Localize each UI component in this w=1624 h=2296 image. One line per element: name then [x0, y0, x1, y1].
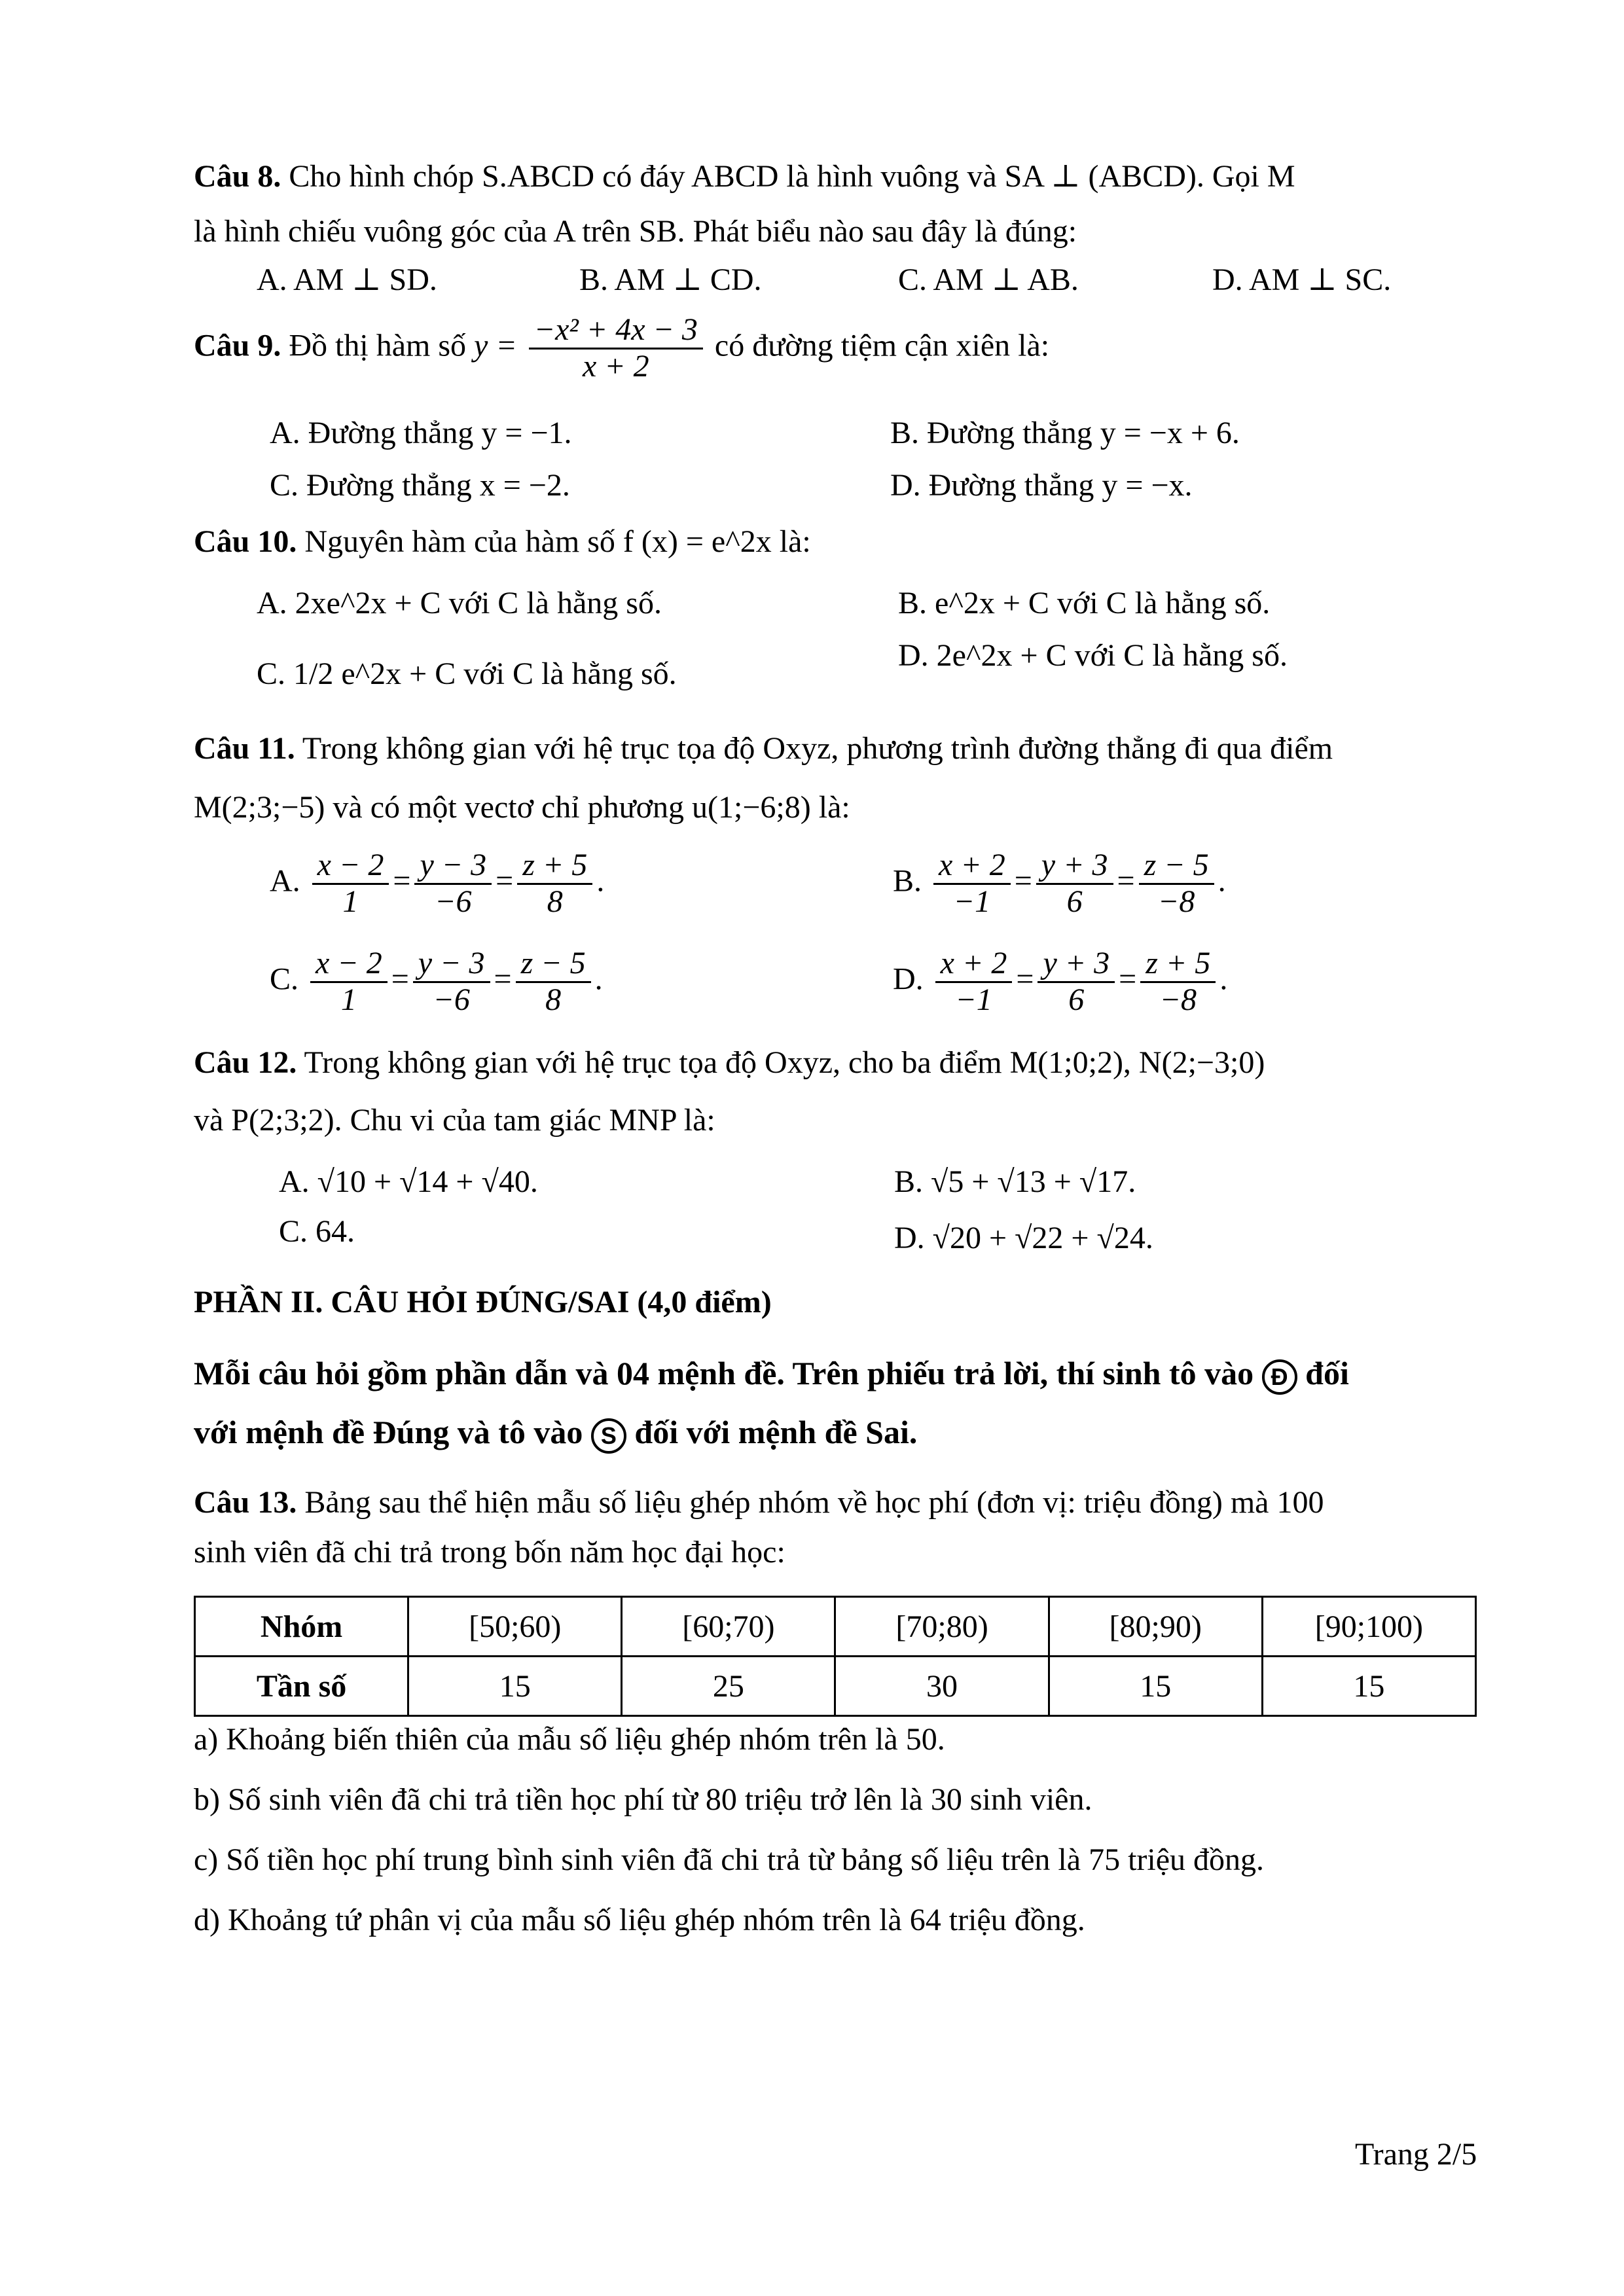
q11-c-num-z: z − 5	[516, 946, 591, 983]
q11-option-c-letter: C.	[270, 961, 299, 997]
q11-d-num-x: x + 2	[935, 946, 1013, 983]
q12-option-a: A. √10 + √14 + √40.	[279, 1164, 538, 1199]
q9-option-d: D. Đường thẳng y = −x.	[890, 468, 1193, 503]
q11-label: Câu 11.	[194, 731, 295, 766]
table-cell: 15	[1049, 1657, 1262, 1716]
q12-option-d: D. √20 + √22 + √24.	[894, 1221, 1153, 1255]
part2-instr2a: với mệnh đề Đúng và tô vào	[194, 1414, 583, 1450]
q11-c-frac-z	[516, 946, 591, 1018]
part2-title	[194, 1283, 772, 1322]
q11-d-num-z: z + 5	[1140, 946, 1216, 983]
q11-d-den-y: 6	[1068, 982, 1085, 1017]
q11-option-b-letter: B.	[893, 863, 922, 899]
q11-a-num-z: z + 5	[517, 848, 592, 885]
q11-c-frac-y	[413, 946, 490, 1018]
table-header-cell: [60;70)	[622, 1597, 835, 1657]
true-circle-icon: Đ	[1262, 1359, 1297, 1395]
q11-line2: M(2;3;−5) và có một vectơ chỉ phương u(1;−6;8) là:	[194, 790, 850, 825]
q11-text1: Trong không gian với hệ trục tọa độ Oxyz, phương trình đường thẳng đi qua điểm	[302, 731, 1333, 766]
table-cell: 15	[408, 1657, 622, 1716]
table-header-cell: [90;100)	[1262, 1597, 1475, 1657]
q11-c-num-y: y − 3	[413, 946, 490, 983]
q11-b-num-z: z − 5	[1139, 848, 1214, 885]
table-cell: 30	[835, 1657, 1049, 1716]
q11-option-c: C. $\frac{x - 2}{1}$ = $\frac{y - 3}{-6}$ = $\frac{z - 5}{8}$ .	[270, 946, 603, 1017]
part2-instr1: Mỗi câu hỏi gồm phần dẫn và 04 mệnh đề. Trên phiếu trả lời, thí sinh tô vào	[194, 1355, 1254, 1391]
q10-text: Nguyên hàm của hàm số f (x) = e^2x là:	[304, 524, 811, 559]
q10-option-b: B. e^2x + C với C là hằng số.	[898, 586, 1271, 620]
q11-c-den-y: −6	[433, 982, 470, 1017]
q11-option-a: A. $\frac{x - 2}{1}$ = $\frac{y - 3}{-6}$ = $\frac{z + 5}{8}$ .	[270, 848, 605, 919]
q8-option-c: C. AM ⊥ AB.	[898, 262, 1079, 297]
table-header-cell: [70;80)	[835, 1597, 1049, 1657]
q9-post: có đường tiệm cận xiên là:	[714, 328, 1050, 363]
q10-line	[194, 522, 811, 562]
q11-d-den-z: −8	[1159, 982, 1197, 1017]
q12-option-c: C. 64.	[279, 1214, 355, 1249]
q11-d-num-y: y + 3	[1038, 946, 1115, 983]
q11-a-num-x: x − 2	[312, 848, 389, 885]
part2-title-text: PHẦN II. CÂU HỎI ĐÚNG/SAI (4,0 điểm)	[194, 1285, 772, 1319]
q8-line1	[194, 157, 1295, 196]
q11-c-den-z: 8	[545, 982, 562, 1017]
q10-label: Câu 10.	[194, 524, 297, 559]
q11-b-frac-z	[1139, 848, 1214, 920]
q8-line2: là hình chiếu vuông góc của A trên SB. Phát biểu nào sau đây là đúng:	[194, 214, 1077, 249]
table-cell: 25	[622, 1657, 835, 1716]
q13-text1: Bảng sau thể hiện mẫu số liệu ghép nhóm về học phí (đơn vị: triệu đồng) mà 100	[304, 1485, 1324, 1520]
part2-instruction-line2	[194, 1412, 917, 1454]
q9-label: Câu 9.	[194, 328, 281, 363]
q13-statement-c: c) Số tiền học phí trung bình sinh viên đã chi trả từ bảng số liệu trên là 75 triệu đồng.	[194, 1842, 1265, 1877]
q12-line2: và P(2;3;2). Chu vi của tam giác MNP là:	[194, 1103, 715, 1138]
q12-text1: Trong không gian với hệ trục tọa độ Oxyz, cho ba điểm M(1;0;2), N(2;−3;0)	[304, 1045, 1265, 1080]
q10-option-d: D. 2e^2x + C với C là hằng số.	[898, 638, 1288, 673]
q10-option-c: C. 1/2 e^2x + C với C là hằng số.	[257, 656, 677, 691]
table-row	[195, 1657, 1476, 1716]
part2-instr1b: đối	[1305, 1355, 1349, 1391]
false-circle-icon: S	[591, 1418, 626, 1454]
q13-line1	[194, 1483, 1324, 1522]
table-header-row	[195, 1597, 1476, 1657]
q11-b-num-x: x + 2	[933, 848, 1011, 885]
q9-y: y =	[474, 328, 517, 363]
q9-option-c: C. Đường thẳng x = −2.	[270, 468, 570, 503]
q11-b-den-z: −8	[1157, 884, 1195, 919]
part2-instruction-line1	[194, 1354, 1349, 1395]
q11-option-d-letter: D.	[893, 961, 924, 997]
q11-d-frac-z	[1140, 946, 1216, 1018]
q13-label: Câu 13.	[194, 1485, 297, 1520]
q11-option-b: B. $\frac{x + 2}{-1}$ = $\frac{y + 3}{6}$ = $\frac{z - 5}{-8}$ .	[893, 848, 1226, 919]
q11-line1	[194, 729, 1333, 768]
q11-b-frac-y	[1036, 848, 1113, 920]
q13-statement-b: b) Số sinh viên đã chi trả tiền học phí từ 80 triệu trở lên là 30 sinh viên.	[194, 1782, 1092, 1817]
q11-option-a-letter: A.	[270, 863, 300, 899]
q9-line	[194, 313, 1049, 384]
q13-statement-a: a) Khoảng biến thiên của mẫu số liệu ghép nhóm trên là 50.	[194, 1722, 945, 1757]
q9-numerator: −x² + 4x − 3	[529, 313, 703, 350]
q10-option-a: A. 2xe^2x + C với C là hằng số.	[257, 586, 662, 620]
q11-c-frac-x	[310, 946, 388, 1018]
q11-c-den-x: 1	[340, 982, 357, 1017]
q11-a-num-y: y − 3	[414, 848, 492, 885]
table-cell: Tần số	[195, 1657, 408, 1716]
q13-line2: sinh viên đã chi trả trong bốn năm học đại học:	[194, 1535, 785, 1570]
q8-option-b: B. AM ⊥ CD.	[579, 262, 762, 297]
q12-label: Câu 12.	[194, 1045, 297, 1080]
q12-option-b: B. √5 + √13 + √17.	[894, 1164, 1136, 1199]
q11-c-num-x: x − 2	[310, 946, 388, 983]
q8-option-d: D. AM ⊥ SC.	[1212, 262, 1392, 297]
q11-b-den-y: 6	[1066, 884, 1083, 919]
table-header-cell: [50;60)	[408, 1597, 622, 1657]
page-number: Trang 2/5	[1355, 2137, 1477, 2172]
q11-d-frac-y	[1038, 946, 1115, 1018]
q8-label: Câu 8.	[194, 159, 281, 194]
q11-a-den-x: 1	[342, 884, 359, 919]
q11-d-den-x: −1	[955, 982, 992, 1017]
q12-line1	[194, 1043, 1265, 1083]
q9-pre: Đồ thị hàm số	[289, 328, 467, 363]
q9-fraction	[529, 313, 703, 384]
table-header-cell: Nhóm	[195, 1597, 408, 1657]
table-header-cell: [80;90)	[1049, 1597, 1262, 1657]
tuition-table	[194, 1596, 1477, 1717]
q8-option-a: A. AM ⊥ SD.	[257, 262, 437, 297]
q11-a-den-y: −6	[435, 884, 472, 919]
q11-a-frac-x	[312, 848, 389, 920]
q9-option-b: B. Đường thẳng y = −x + 6.	[890, 416, 1240, 450]
q11-a-den-z: 8	[547, 884, 563, 919]
q11-a-frac-z	[517, 848, 592, 920]
q11-a-frac-y	[414, 848, 492, 920]
q13-statement-d: d) Khoảng tứ phân vị của mẫu số liệu ghép nhóm trên là 64 triệu đồng.	[194, 1903, 1085, 1937]
q11-b-den-x: −1	[953, 884, 991, 919]
q9-denominator: x + 2	[582, 348, 649, 384]
part2-instr2b: đối với mệnh đề Sai.	[634, 1414, 918, 1450]
q8-text1: Cho hình chóp S.ABCD có đáy ABCD là hình vuông và SA ⊥ (ABCD). Gọi M	[289, 159, 1295, 194]
q11-b-num-y: y + 3	[1036, 848, 1113, 885]
q11-d-frac-x	[935, 946, 1013, 1018]
q9-option-a: A. Đường thẳng y = −1.	[270, 416, 572, 450]
q11-option-d: D. $\frac{x + 2}{-1}$ = $\frac{y + 3}{6}$ = $\frac{z + 5}{-8}$ .	[893, 946, 1228, 1017]
q11-b-frac-x	[933, 848, 1011, 920]
table-cell: 15	[1262, 1657, 1475, 1716]
